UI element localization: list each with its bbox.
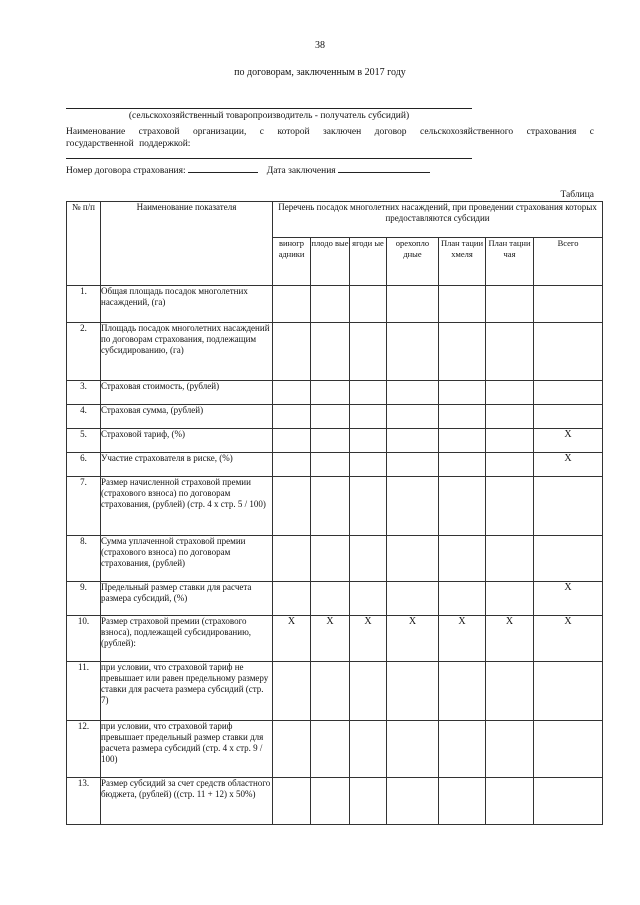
row-value-cell[interactable] [273,381,311,405]
row-value-cell[interactable] [387,721,439,778]
table-row [67,405,603,429]
header-indicator-name: Наименование показателя [101,202,273,286]
row-value-cell[interactable] [439,381,486,405]
contract-date-label: Дата заключения [266,166,336,176]
row-value-cell[interactable] [486,405,534,429]
row-value-cell[interactable] [273,405,311,429]
row-value-cell[interactable]: X [534,582,603,616]
row-value-cell[interactable] [273,477,311,536]
row-value-cell[interactable] [387,429,439,453]
table-row [67,662,603,721]
subsidy-table [66,201,603,825]
row-value-cell[interactable]: X [387,616,439,662]
table-row [67,477,603,536]
contract-number-blank [188,163,258,173]
row-value-cell[interactable] [486,721,534,778]
table-row [67,429,603,453]
row-value-cell[interactable] [534,721,603,778]
row-value-cell[interactable] [387,536,439,582]
row-value-cell[interactable]: X [311,616,350,662]
row-value-cell[interactable] [273,778,311,825]
row-number: 9. [67,582,101,616]
row-value-cell[interactable] [486,536,534,582]
row-value-cell[interactable] [311,721,350,778]
row-number: 11. [67,662,101,721]
recipient-caption: (сельскохозяйственный товаропроизводитель - получатель субсидий) [128,111,410,121]
row-value-cell[interactable] [311,477,350,536]
row-value-cell[interactable] [486,453,534,477]
row-value-cell[interactable] [439,286,486,323]
row-value-cell[interactable] [534,477,603,536]
row-value-cell[interactable] [534,405,603,429]
row-value-cell[interactable] [273,323,311,381]
recipient-blank-line [66,108,472,109]
row-value-cell[interactable] [387,323,439,381]
table-row [67,616,603,662]
row-value-cell[interactable] [387,453,439,477]
row-value-cell[interactable]: X [350,616,387,662]
row-value-cell[interactable] [486,429,534,453]
row-value-cell[interactable] [350,429,387,453]
row-value-cell[interactable] [350,778,387,825]
row-value-cell[interactable] [439,662,486,721]
header-col-4: План тации хмеля [439,238,486,286]
row-value-cell[interactable] [534,286,603,323]
row-value-cell[interactable] [439,582,486,616]
row-indicator-name: Размер страховой премии (страхового взноса), подлежащей субсидированию, (рублей): [101,616,273,662]
contract-info-line [66,163,430,176]
row-indicator-name: Предельный размер ставки для расчета размера субсидий, (%) [101,582,273,616]
row-value-cell[interactable] [311,453,350,477]
row-value-cell[interactable] [273,453,311,477]
row-value-cell[interactable] [311,582,350,616]
row-indicator-name: Площадь посадок многолетних насаждений по договорам страхования, подлежащим субсидированию, (га) [101,323,273,381]
row-number: 2. [67,323,101,381]
row-number: 1. [67,286,101,323]
row-value-cell[interactable] [439,477,486,536]
row-value-cell[interactable] [387,286,439,323]
document-subtitle: по договорам, заключенным в 2017 году [234,67,406,78]
row-value-cell[interactable] [486,778,534,825]
header-col-0: виногр адники [273,238,311,286]
row-number: 13. [67,778,101,825]
row-value-cell[interactable] [486,323,534,381]
page-number: 38 [315,40,325,51]
row-indicator-name: Общая площадь посадок многолетних насаждений, (га) [101,286,273,323]
row-value-cell[interactable] [311,286,350,323]
row-indicator-name: Участие страхователя в риске, (%) [101,453,273,477]
row-indicator-name: при условии, что страховой тариф не превышает или равен предельному размеру ставки для расчета размера субсидий (стр. 7) [101,662,273,721]
row-value-cell[interactable] [273,662,311,721]
row-value-cell[interactable]: X [486,616,534,662]
table-header-row [67,202,603,238]
row-value-cell[interactable] [387,778,439,825]
contract-number-label: Номер договора страхования: [66,166,186,176]
table-row [67,778,603,825]
row-value-cell[interactable] [350,536,387,582]
table-row [67,536,603,582]
row-indicator-name: при условии, что страховой тариф превышает предельный размер ставки для расчета размера субсидий (стр. 4 x стр. 9 / 100) [101,721,273,778]
row-value-cell[interactable] [486,477,534,536]
row-value-cell[interactable] [350,662,387,721]
row-value-cell[interactable] [534,381,603,405]
row-value-cell[interactable]: X [273,616,311,662]
insurer-blank-line [66,158,472,159]
header-col-6: Всего [534,238,603,286]
row-value-cell[interactable] [439,405,486,429]
table-row [67,721,603,778]
row-number: 8. [67,536,101,582]
row-number: 6. [67,453,101,477]
row-indicator-name: Страховая стоимость, (рублей) [101,381,273,405]
row-value-cell[interactable] [311,536,350,582]
row-value-cell[interactable] [439,721,486,778]
row-indicator-name: Страховая сумма, (рублей) [101,405,273,429]
insurer-label: Наименование страховой организации, с которой заключен договор сельскохозяйственного страхования с государственной поддержкой: [66,127,594,149]
row-value-cell[interactable] [387,405,439,429]
header-col-3: орехопло дные [387,238,439,286]
header-col-5: План тацни чая [486,238,534,286]
row-value-cell[interactable] [534,778,603,825]
row-value-cell[interactable] [534,323,603,381]
row-value-cell[interactable] [387,381,439,405]
row-value-cell[interactable] [311,662,350,721]
table-label: Таблица [560,190,594,200]
header-num: № п/п [67,202,101,286]
row-value-cell[interactable] [486,582,534,616]
row-value-cell[interactable] [273,582,311,616]
row-value-cell[interactable]: X [534,429,603,453]
row-value-cell[interactable] [534,662,603,721]
row-value-cell[interactable] [439,453,486,477]
row-indicator-name: Сумма уплаченной страховой премии (страхового взноса) по договорам страхования, (рублей) [101,536,273,582]
header-plantings-group: Перечень посадок многолетних насаждений, при проведении страхования которых предоставляются субсидии [273,202,603,238]
row-value-cell[interactable] [311,429,350,453]
row-value-cell[interactable] [439,778,486,825]
row-value-cell[interactable] [486,286,534,323]
row-value-cell[interactable] [387,477,439,536]
row-value-cell[interactable]: X [439,616,486,662]
row-value-cell[interactable] [311,778,350,825]
row-value-cell[interactable] [486,662,534,721]
table-row [67,582,603,616]
header-col-1: плодо вые [311,238,350,286]
row-value-cell[interactable] [350,286,387,323]
row-value-cell[interactable]: X [534,453,603,477]
header-col-2: ягоди ые [350,238,387,286]
row-value-cell[interactable] [273,286,311,323]
row-value-cell[interactable] [350,582,387,616]
row-value-cell[interactable] [350,323,387,381]
row-value-cell[interactable] [311,405,350,429]
row-value-cell[interactable] [273,429,311,453]
row-number: 5. [67,429,101,453]
row-value-cell[interactable] [486,381,534,405]
row-value-cell[interactable] [273,536,311,582]
row-value-cell[interactable] [350,381,387,405]
table-row [67,286,603,323]
row-value-cell[interactable] [273,721,311,778]
row-value-cell[interactable] [439,536,486,582]
row-number: 7. [67,477,101,536]
row-value-cell[interactable] [387,662,439,721]
row-value-cell[interactable] [311,323,350,381]
table-row [67,381,603,405]
contract-date-blank [338,163,430,173]
row-value-cell[interactable] [350,405,387,429]
row-number: 4. [67,405,101,429]
row-value-cell[interactable]: X [534,616,603,662]
row-number: 12. [67,721,101,778]
row-number: 3. [67,381,101,405]
row-indicator-name: Размер субсидий за счет средств областного бюджета, (рублей) ((стр. 11 + 12) x 50%) [101,778,273,825]
row-value-cell[interactable] [350,453,387,477]
row-indicator-name: Страховой тариф, (%) [101,429,273,453]
row-value-cell[interactable] [439,429,486,453]
row-value-cell[interactable] [311,381,350,405]
row-value-cell[interactable] [387,582,439,616]
row-value-cell[interactable] [439,323,486,381]
table-row [67,323,603,381]
table-row [67,453,603,477]
row-value-cell[interactable] [534,536,603,582]
row-value-cell[interactable] [350,721,387,778]
row-indicator-name: Размер начисленной страховой премии (страхового взноса) по договорам страхования, (рублей) (стр. 4 x стр. 5 / 100) [101,477,273,536]
row-number: 10. [67,616,101,662]
row-value-cell[interactable] [350,477,387,536]
